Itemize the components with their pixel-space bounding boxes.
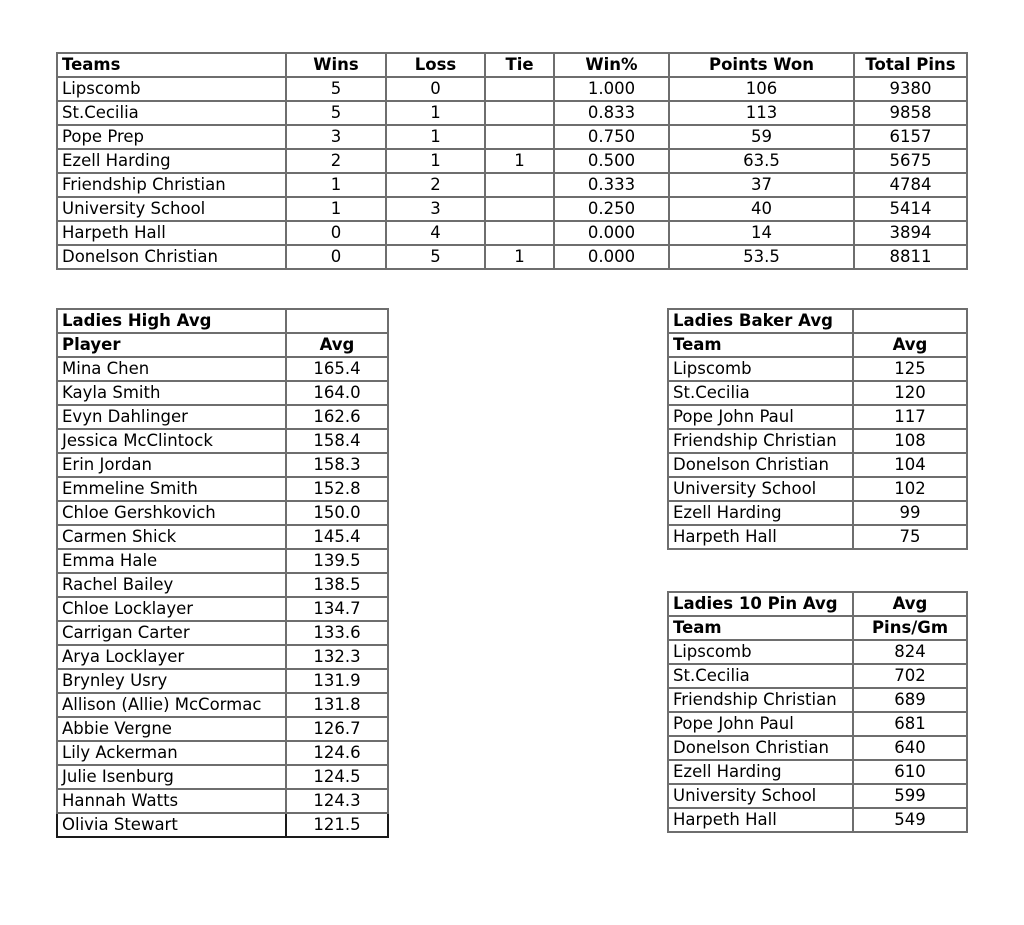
avg-cell: 158.4: [286, 429, 388, 453]
team-name-cell: University School: [57, 197, 286, 221]
win-pct-cell: 0.750: [554, 125, 669, 149]
avg-cell: 104: [853, 453, 967, 477]
avg-cell: 549: [853, 808, 967, 832]
player-name-cell: Erin Jordan: [57, 453, 286, 477]
high-avg-row: [57, 645, 388, 669]
loss-cell: 2: [386, 173, 485, 197]
baker-avg-title: Ladies Baker Avg: [668, 309, 853, 333]
wins-cell: 0: [286, 245, 386, 269]
baker-avg-row: [668, 381, 967, 405]
loss-cell: 5: [386, 245, 485, 269]
avg-cell: 131.8: [286, 693, 388, 717]
wins-cell: 1: [286, 197, 386, 221]
header-tie: Tie: [485, 53, 554, 77]
player-name-cell: Chloe Gershkovich: [57, 501, 286, 525]
player-name-cell: Rachel Bailey: [57, 573, 286, 597]
player-name-cell: Hannah Watts: [57, 789, 286, 813]
tie-cell: [485, 173, 554, 197]
total-pins-cell: 9380: [854, 77, 967, 101]
ladies-10-pin-avg-table: [667, 591, 968, 833]
loss-cell: 1: [386, 149, 485, 173]
high-avg-row: [57, 813, 388, 837]
wins-cell: 2: [286, 149, 386, 173]
pin-avg-row: [668, 688, 967, 712]
avg-cell: 125: [853, 357, 967, 381]
avg-cell: 158.3: [286, 453, 388, 477]
baker-avg-row: [668, 525, 967, 549]
avg-cell: 152.8: [286, 477, 388, 501]
loss-cell: 1: [386, 101, 485, 125]
high-avg-row: [57, 789, 388, 813]
high-avg-row: [57, 357, 388, 381]
loss-cell: 0: [386, 77, 485, 101]
high-avg-row: [57, 573, 388, 597]
baker-avg-title-row: [668, 309, 967, 333]
baker-avg-row: [668, 477, 967, 501]
player-name-cell: Carmen Shick: [57, 525, 286, 549]
baker-avg-row: [668, 405, 967, 429]
points-won-cell: 59: [669, 125, 854, 149]
high-avg-row: [57, 501, 388, 525]
pin-avg-row: [668, 664, 967, 688]
avg-cell: 134.7: [286, 597, 388, 621]
header-points-won: Points Won: [669, 53, 854, 77]
avg-cell: 133.6: [286, 621, 388, 645]
team-name-cell: Ezell Harding: [668, 760, 853, 784]
total-pins-cell: 8811: [854, 245, 967, 269]
loss-cell: 1: [386, 125, 485, 149]
total-pins-cell: 5675: [854, 149, 967, 173]
header-avg: Avg: [286, 333, 388, 357]
team-name-cell: Pope John Paul: [668, 712, 853, 736]
baker-avg-row: [668, 453, 967, 477]
pin-avg-row: [668, 736, 967, 760]
team-name-cell: University School: [668, 477, 853, 501]
ladies-baker-avg-table: [667, 308, 968, 550]
high-avg-row: [57, 765, 388, 789]
team-name-cell: Friendship Christian: [668, 429, 853, 453]
player-name-cell: Allison (Allie) McCormac: [57, 693, 286, 717]
header-team: Team: [668, 333, 853, 357]
wins-cell: 0: [286, 221, 386, 245]
points-won-cell: 113: [669, 101, 854, 125]
points-won-cell: 37: [669, 173, 854, 197]
team-name-cell: Lipscomb: [668, 357, 853, 381]
team-name-cell: Pope Prep: [57, 125, 286, 149]
avg-cell: 139.5: [286, 549, 388, 573]
points-won-cell: 40: [669, 197, 854, 221]
standings-row: [57, 77, 967, 101]
standings-row: [57, 149, 967, 173]
pin-avg-title-right: Avg: [853, 592, 967, 616]
player-name-cell: Emma Hale: [57, 549, 286, 573]
high-avg-row: [57, 693, 388, 717]
tie-cell: 1: [485, 149, 554, 173]
avg-cell: 150.0: [286, 501, 388, 525]
high-avg-row: [57, 717, 388, 741]
standings-row: [57, 245, 967, 269]
avg-cell: 124.6: [286, 741, 388, 765]
team-standings-table: [56, 52, 968, 270]
team-name-cell: Lipscomb: [668, 640, 853, 664]
team-name-cell: Friendship Christian: [668, 688, 853, 712]
team-name-cell: St.Cecilia: [668, 664, 853, 688]
pin-avg-header-row: [668, 616, 967, 640]
high-avg-row: [57, 453, 388, 477]
team-name-cell: Harpeth Hall: [57, 221, 286, 245]
header-pins-per-game: Pins/Gm: [853, 616, 967, 640]
player-name-cell: Mina Chen: [57, 357, 286, 381]
baker-avg-header-row: [668, 333, 967, 357]
team-name-cell: Harpeth Hall: [668, 525, 853, 549]
team-name-cell: Pope John Paul: [668, 405, 853, 429]
high-avg-title-row: [57, 309, 388, 333]
high-avg-row: [57, 405, 388, 429]
high-avg-row: [57, 669, 388, 693]
team-name-cell: Donelson Christian: [668, 453, 853, 477]
avg-cell: 102: [853, 477, 967, 501]
total-pins-cell: 3894: [854, 221, 967, 245]
baker-avg-row: [668, 501, 967, 525]
avg-cell: 165.4: [286, 357, 388, 381]
avg-cell: 132.3: [286, 645, 388, 669]
pin-avg-title-row: [668, 592, 967, 616]
player-name-cell: Evyn Dahlinger: [57, 405, 286, 429]
team-name-cell: Donelson Christian: [668, 736, 853, 760]
high-avg-row: [57, 741, 388, 765]
win-pct-cell: 1.000: [554, 77, 669, 101]
high-avg-title-right: [286, 309, 388, 333]
player-name-cell: Carrigan Carter: [57, 621, 286, 645]
loss-cell: 3: [386, 197, 485, 221]
header-player: Player: [57, 333, 286, 357]
total-pins-cell: 9858: [854, 101, 967, 125]
avg-cell: 640: [853, 736, 967, 760]
player-name-cell: Brynley Usry: [57, 669, 286, 693]
high-avg-row: [57, 477, 388, 501]
header-total-pins: Total Pins: [854, 53, 967, 77]
avg-cell: 610: [853, 760, 967, 784]
player-name-cell: Arya Locklayer: [57, 645, 286, 669]
avg-cell: 124.5: [286, 765, 388, 789]
baker-avg-row: [668, 429, 967, 453]
header-wins: Wins: [286, 53, 386, 77]
avg-cell: 108: [853, 429, 967, 453]
avg-cell: 824: [853, 640, 967, 664]
avg-cell: 120: [853, 381, 967, 405]
high-avg-row: [57, 429, 388, 453]
total-pins-cell: 6157: [854, 125, 967, 149]
points-won-cell: 106: [669, 77, 854, 101]
standings-row: [57, 197, 967, 221]
avg-cell: 689: [853, 688, 967, 712]
pin-avg-row: [668, 808, 967, 832]
total-pins-cell: 4784: [854, 173, 967, 197]
high-avg-row: [57, 549, 388, 573]
high-avg-row: [57, 381, 388, 405]
loss-cell: 4: [386, 221, 485, 245]
baker-avg-title-right: [853, 309, 967, 333]
team-name-cell: Ezell Harding: [57, 149, 286, 173]
win-pct-cell: 0.500: [554, 149, 669, 173]
standings-row: [57, 101, 967, 125]
player-name-cell: Chloe Locklayer: [57, 597, 286, 621]
win-pct-cell: 0.000: [554, 245, 669, 269]
pin-avg-title: Ladies 10 Pin Avg: [668, 592, 853, 616]
points-won-cell: 63.5: [669, 149, 854, 173]
player-name-cell: Olivia Stewart: [57, 813, 286, 837]
high-avg-row: [57, 621, 388, 645]
wins-cell: 1: [286, 173, 386, 197]
tie-cell: [485, 77, 554, 101]
avg-cell: 99: [853, 501, 967, 525]
pin-avg-row: [668, 760, 967, 784]
avg-cell: 124.3: [286, 789, 388, 813]
avg-cell: 162.6: [286, 405, 388, 429]
wins-cell: 5: [286, 101, 386, 125]
header-loss: Loss: [386, 53, 485, 77]
avg-cell: 131.9: [286, 669, 388, 693]
player-name-cell: Kayla Smith: [57, 381, 286, 405]
team-name-cell: Ezell Harding: [668, 501, 853, 525]
player-name-cell: Lily Ackerman: [57, 741, 286, 765]
tie-cell: [485, 197, 554, 221]
standings-header-row: [57, 53, 967, 77]
team-name-cell: Harpeth Hall: [668, 808, 853, 832]
avg-cell: 75: [853, 525, 967, 549]
team-name-cell: Friendship Christian: [57, 173, 286, 197]
avg-cell: 138.5: [286, 573, 388, 597]
tie-cell: [485, 101, 554, 125]
high-avg-row: [57, 597, 388, 621]
player-name-cell: Julie Isenburg: [57, 765, 286, 789]
player-name-cell: Jessica McClintock: [57, 429, 286, 453]
avg-cell: 599: [853, 784, 967, 808]
team-name-cell: Lipscomb: [57, 77, 286, 101]
avg-cell: 145.4: [286, 525, 388, 549]
avg-cell: 702: [853, 664, 967, 688]
baker-avg-row: [668, 357, 967, 381]
header-avg: Avg: [853, 333, 967, 357]
tie-cell: 1: [485, 245, 554, 269]
header-teams: Teams: [57, 53, 286, 77]
header-team: Team: [668, 616, 853, 640]
avg-cell: 126.7: [286, 717, 388, 741]
team-name-cell: St.Cecilia: [668, 381, 853, 405]
avg-cell: 121.5: [286, 813, 388, 837]
player-name-cell: Emmeline Smith: [57, 477, 286, 501]
standings-row: [57, 221, 967, 245]
pin-avg-row: [668, 784, 967, 808]
standings-row: [57, 125, 967, 149]
win-pct-cell: 0.000: [554, 221, 669, 245]
ladies-high-avg-table: [56, 308, 389, 838]
header-win-pct: Win%: [554, 53, 669, 77]
high-avg-header-row: [57, 333, 388, 357]
win-pct-cell: 0.250: [554, 197, 669, 221]
wins-cell: 5: [286, 77, 386, 101]
avg-cell: 681: [853, 712, 967, 736]
tie-cell: [485, 221, 554, 245]
wins-cell: 3: [286, 125, 386, 149]
total-pins-cell: 5414: [854, 197, 967, 221]
avg-cell: 117: [853, 405, 967, 429]
points-won-cell: 14: [669, 221, 854, 245]
player-name-cell: Abbie Vergne: [57, 717, 286, 741]
pin-avg-row: [668, 712, 967, 736]
team-name-cell: St.Cecilia: [57, 101, 286, 125]
tie-cell: [485, 125, 554, 149]
pin-avg-row: [668, 640, 967, 664]
high-avg-row: [57, 525, 388, 549]
win-pct-cell: 0.833: [554, 101, 669, 125]
standings-row: [57, 173, 967, 197]
team-name-cell: Donelson Christian: [57, 245, 286, 269]
high-avg-title: Ladies High Avg: [57, 309, 286, 333]
points-won-cell: 53.5: [669, 245, 854, 269]
team-name-cell: University School: [668, 784, 853, 808]
win-pct-cell: 0.333: [554, 173, 669, 197]
avg-cell: 164.0: [286, 381, 388, 405]
